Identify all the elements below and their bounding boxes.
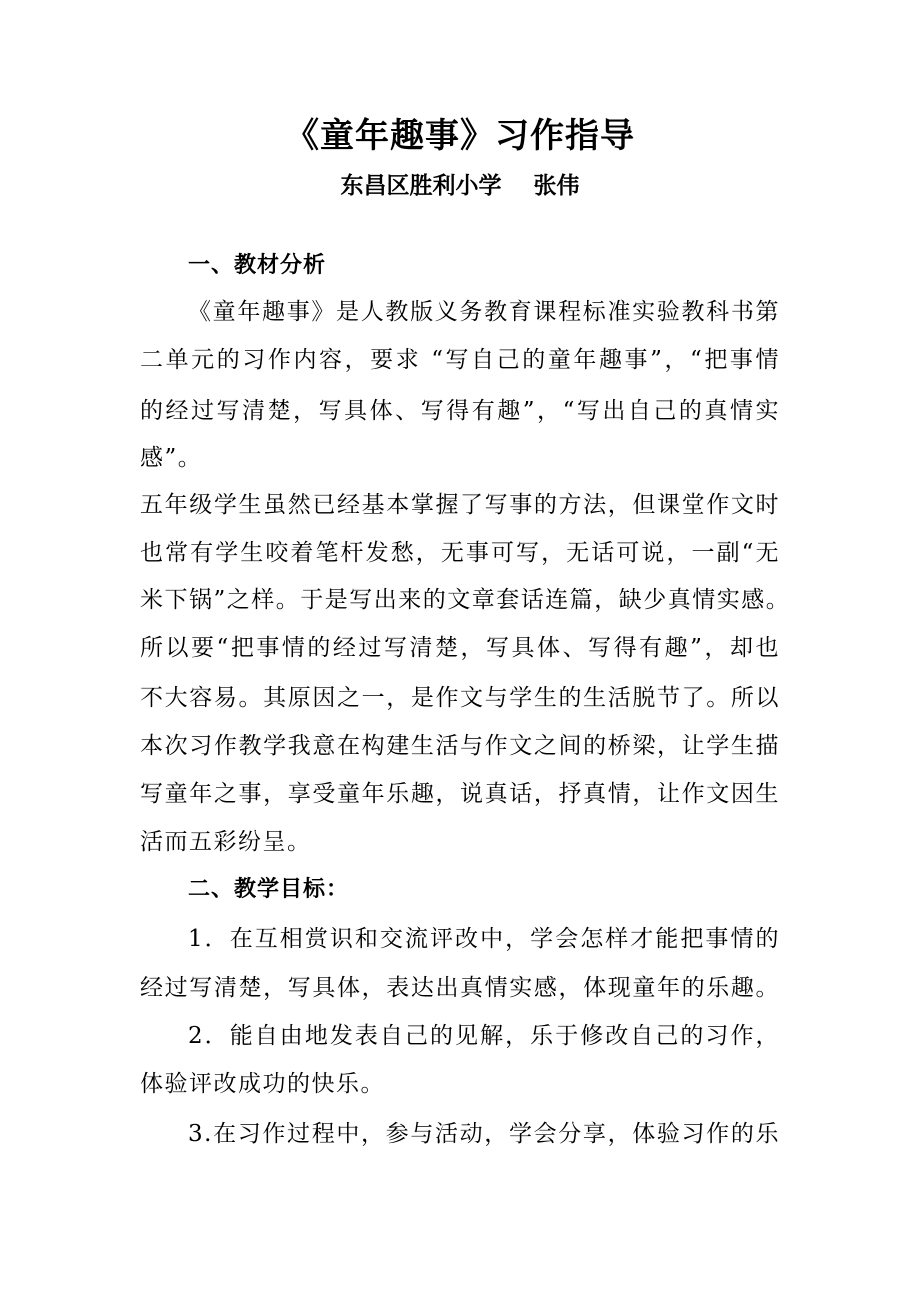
paragraph-line: 活而五彩纷呈。 [140,829,312,855]
paragraph-line: 《童年趣事》是人教版义务教育课程标准实验教科书第 [188,299,780,325]
paragraph-line: 本次习作教学我意在构建生活与作文之间的桥梁，让学生描 [140,733,780,759]
paragraph-line: 的经过写清楚，写具体、写得有趣”，“写出自己的真情实 [140,398,780,424]
paragraph-line: 写童年之事，享受童年乐趣，说真话，抒真情，让作文因生 [140,781,780,807]
paragraph-line: 二单元的习作内容，要求 “写自己的童年趣事”，“把事情 [140,347,780,373]
paragraph-line: 米下锅”之样。于是写出来的文章套话连篇，缺少真情实感。 [140,587,791,613]
goal-line: 体验评改成功的快乐。 [140,1071,385,1097]
goal-line: 经过写清楚，写具体，表达出真情实感，体现童年的乐趣。 [140,975,780,1001]
paragraph-line: 感”。 [140,445,203,471]
section-heading-analysis: 一、教材分析 [188,253,327,278]
paragraph-line: 也常有学生咬着笔杆发愁，无事可写，无话可说，一副“无 [140,540,780,566]
paragraph-line: 所以要“把事情的经过写清楚，写具体、写得有趣”，却也 [140,635,780,661]
document-title: 《童年趣事》习作指导 [285,116,635,156]
section-heading-goals: 二、教学目标： [188,877,350,902]
goal-line: 3.在习作过程中，参与活动，学会分享，体验习作的乐 [188,1121,780,1147]
goal-line: 2．能自由地发表自己的见解，乐于修改自己的习作， [188,1023,780,1049]
author-line: 东昌区胜利小学 张伟 [340,173,580,199]
goal-line: 1．在互相赏识和交流评改中，学会怎样才能把事情的 [188,926,780,952]
paragraph-line: 不大容易。其原因之一，是作文与学生的生活脱节了。所以 [140,685,780,711]
paragraph-line: 五年级学生虽然已经基本掌握了写事的方法，但课堂作文时 [140,492,780,518]
